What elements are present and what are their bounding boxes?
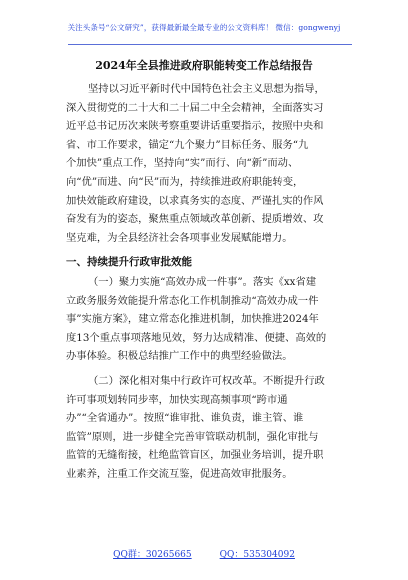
intro-line: 奋发有为的姿态，聚焦重点领域改革创新、提质增效、攻 [66,213,324,226]
paragraph-1 [66,273,354,366]
paragraph-line: 业素养，注重工作交流互鉴，促进高效审批服务。 [66,467,293,480]
intro-line: 加快效能政府建设，以求真务实的态度、严谨扎实的作风 [66,194,324,207]
paragraph-line: （二）深化相对集中行政许可权改革。不断提升行政 [88,375,325,387]
footer-contact [0,547,408,560]
paragraph-line: 立政务服务效能提升常态化工作机制推动“高效办成一件 [66,294,319,307]
footer-qq[interactable]: QQ：535304092 [219,550,295,560]
header-divider [68,44,352,45]
paragraph-line: 办”“全省通办”。按照“谁审批、谁负责，谁主管、谁 [66,412,304,425]
intro-line: 个加快”重点工作，坚持向“实”而行、向“新”而动、 [66,157,299,170]
paragraph-line: 办事体验。积极总结推广工作中的典型经验做法。 [66,350,293,363]
paragraph-2 [66,372,354,484]
document-title: 2024年全县推进政府职能转变工作总结报告 [95,59,313,72]
footer-qq-group[interactable]: QQ群：30265665 [113,550,192,560]
intro-line: 坚克难，为全县经济社会各项事业发展赋能增力。 [66,231,293,244]
paragraph-line: 许可事项划转同步率，加快实现高频事项“跨市通 [66,393,288,406]
paragraph-line: 监管的无缝衔接，杜绝监管盲区，加强业务培训，提升职 [66,449,324,462]
header-promo-note: 关注头条号“公文研究”，获得最新最全最专业的公文资料库！ 微信：gongwenyj [67,23,341,32]
intro-line: 坚持以习近平新时代中国特色社会主义思想为指导， [88,83,325,95]
section-heading: 一、持续提升行政审批效能 [66,256,192,268]
paragraph-line: （一）聚力实施“高效办成一件事”。落实《xx省建 [88,276,317,288]
paragraph-line: 监管”原则，进一步健全完善审管联动机制，强化审批与 [66,430,319,443]
intro-line: 近平总书记历次来陕考察重要讲话重要指示，按照中央和 [66,120,324,133]
intro-line: 深入贯彻党的二十大和二十届二中全会精神，全面落实习 [66,101,324,114]
intro-paragraph [66,80,354,247]
intro-line: 向“优”而进、向“民”而为，持续推进政府职能转变， [66,175,304,188]
paragraph-line: 度13个重点事项落地见效，努力达成精准、便捷、高效的 [66,331,327,344]
paragraph-line: 事”实施方案》，建立常态化推进机制，加快推进2024年 [66,313,319,326]
intro-line: 省、市工作要求，锚定“九个聚力”目标任务、服务“九 [66,138,309,151]
